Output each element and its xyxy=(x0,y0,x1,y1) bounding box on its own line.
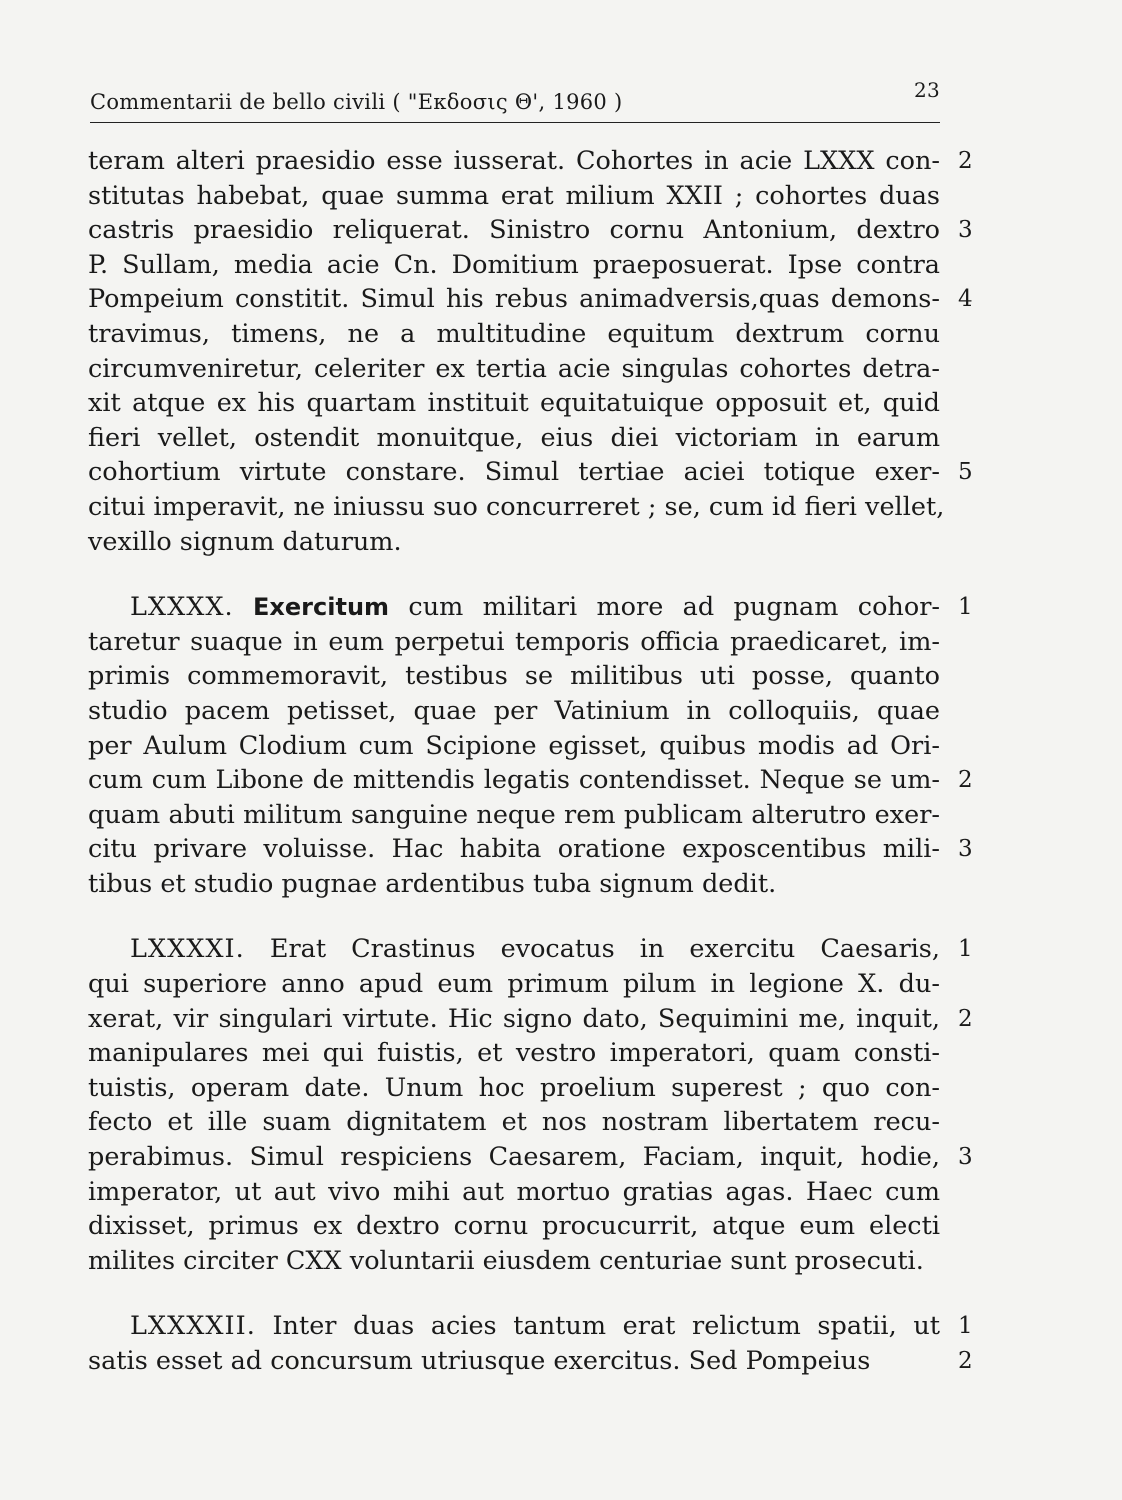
line-text: cohortium virtute constare. Simul tertiae aciei totique exer- xyxy=(88,457,940,488)
line-text: tuistis, operam date. Unum hoc proelium superest ; quo con- xyxy=(88,1072,940,1103)
section-number: 2 xyxy=(958,1005,973,1032)
line-text: dixisset, primus ex dextro cornu procucurrit, atque eum electi xyxy=(88,1211,940,1242)
text-line xyxy=(88,282,973,317)
line-text: fecto et ille suam dignitatem et nos nostram libertatem recu- xyxy=(88,1107,940,1138)
text-line xyxy=(88,590,973,625)
text-line xyxy=(88,729,940,764)
text-line xyxy=(88,1244,940,1279)
line-text: studio pacem petisset, quae per Vatinium in colloquiis, quae xyxy=(88,695,940,726)
text-line xyxy=(88,144,973,179)
line-text: satis esset ad concursum utriusque exercitus. Sed Pompeius xyxy=(88,1346,871,1376)
section-number: 2 xyxy=(958,148,973,174)
page-number: 23 xyxy=(913,78,940,102)
text-line xyxy=(88,421,940,456)
text-line xyxy=(88,625,940,660)
text-line xyxy=(88,1002,973,1037)
line-text: vexillo signum daturum. xyxy=(88,526,402,557)
text-line xyxy=(88,659,940,694)
text-line xyxy=(88,386,940,421)
text-line xyxy=(88,694,940,729)
line-text: primis commemoravit, testibus se militibus uti posse, quanto xyxy=(88,661,940,692)
text-line xyxy=(88,932,973,967)
text-body xyxy=(88,144,973,1379)
text-line xyxy=(88,1105,940,1140)
line-text: Pompeium constitit. Simul his rebus animadversis,quas demons- xyxy=(88,284,940,315)
line-text: qui superiore anno apud eum primum pilum in legione X. du- xyxy=(88,969,940,1000)
running-title: Commentarii de bello civili ( "Εκδοσις Θ', 1960 ) xyxy=(90,90,623,114)
bold-first-word: Exercitum xyxy=(253,593,390,622)
section-number: 1 xyxy=(958,936,973,963)
paragraph xyxy=(88,1309,973,1378)
header-rule xyxy=(90,122,940,123)
line-text: xerat, vir singulari virtute. Hic signo dato, Sequimini me, inquit, xyxy=(88,1003,940,1034)
text-line xyxy=(88,1209,940,1244)
line-text: per Aulum Clodium cum Scipione egisset, quibus modis ad Ori- xyxy=(88,730,940,761)
line-text: quam abuti militum sanguine neque rem publicam alterutro exer- xyxy=(88,799,940,830)
line-text: fieri vellet, ostendit monuitque, eius diei victoriam in earum xyxy=(88,422,940,453)
line-text: teram alteri praesidio esse iusserat. Cohortes in acie LXXX con- xyxy=(88,146,940,176)
text-line xyxy=(88,967,940,1002)
section-number: 2 xyxy=(958,1348,973,1374)
text-line xyxy=(88,213,973,248)
text-line xyxy=(88,455,973,490)
text-line xyxy=(88,1140,973,1175)
text-line xyxy=(88,1309,973,1344)
text-line xyxy=(88,832,973,867)
text-line xyxy=(88,179,940,214)
text-line xyxy=(88,248,940,283)
line-text: imperator, ut aut vivo mihi aut mortuo gratias agas. Haec cum xyxy=(88,1176,940,1207)
paragraph-gap xyxy=(88,559,940,590)
paragraph xyxy=(88,932,973,1278)
line-text: P. Sullam, media acie Cn. Domitium praeposuerat. Ipse contra xyxy=(88,249,940,280)
line-text: citu privare voluisse. Hac habita oratione exposcentibus mili- xyxy=(88,834,940,865)
line-text: citui imperavit, ne iniussu suo concurreret ; se, cum id fieri vellet, xyxy=(88,491,945,522)
paragraph-gap xyxy=(88,901,940,932)
paragraph xyxy=(88,590,973,901)
chapter-number: LXXXX. xyxy=(130,592,234,623)
line-text: cum militari more ad pugnam cohor- xyxy=(408,592,941,623)
text-line xyxy=(88,1071,940,1106)
section-number: 4 xyxy=(958,286,973,313)
text-line xyxy=(88,1036,940,1071)
line-text: Inter duas acies tantum erat relictum spatii, ut xyxy=(272,1311,940,1342)
section-number: 3 xyxy=(958,1144,973,1171)
section-number: 1 xyxy=(958,1313,973,1340)
section-number: 3 xyxy=(958,836,973,863)
line-text: circumveniretur, celeriter ex tertia acie singulas cohortes detra- xyxy=(88,353,940,384)
text-line xyxy=(88,490,945,525)
text-line xyxy=(88,1175,940,1210)
section-number: 3 xyxy=(958,217,973,244)
text-line xyxy=(88,1344,973,1379)
line-text: xit atque ex his quartam instituit equitatuique opposuit et, quid xyxy=(88,388,940,419)
line-text: cum cum Libone de mittendis legatis contendisset. Neque se um- xyxy=(88,765,940,796)
section-number: 2 xyxy=(958,767,973,794)
line-text: castris praesidio reliquerat. Sinistro cornu Antonium, dextro xyxy=(88,215,940,246)
text-line xyxy=(88,317,940,352)
line-text: Erat Crastinus evocatus in exercitu Caesaris, xyxy=(269,934,940,965)
line-text: perabimus. Simul respiciens Caesarem, Faciam, inquit, hodie, xyxy=(88,1142,940,1173)
line-text: manipulares mei qui fuistis, et vestro imperatori, quam consti- xyxy=(88,1038,940,1069)
chapter-number: LXXXXII. xyxy=(130,1311,256,1342)
text-line xyxy=(88,352,940,387)
text-line xyxy=(88,525,940,560)
chapter-number: LXXXXI. xyxy=(130,934,245,965)
section-number: 1 xyxy=(958,594,973,621)
line-text: tibus et studio pugnae ardentibus tuba signum dedit. xyxy=(88,868,777,899)
line-text: taretur suaque in eum perpetui temporis officia praedicaret, im- xyxy=(88,626,940,657)
line-text: stitutas habebat, quae summa erat milium XXII ; cohortes duas xyxy=(88,180,940,211)
text-line xyxy=(88,763,973,798)
paragraph-gap xyxy=(88,1278,940,1309)
paragraph xyxy=(88,144,973,559)
section-number: 5 xyxy=(958,459,973,486)
line-text: milites circiter CXX voluntarii eiusdem centuriae sunt prosecuti. xyxy=(88,1245,924,1276)
text-line xyxy=(88,798,940,833)
line-text: travimus, timens, ne a multitudine equitum dextrum cornu xyxy=(88,318,940,349)
text-line xyxy=(88,867,940,902)
